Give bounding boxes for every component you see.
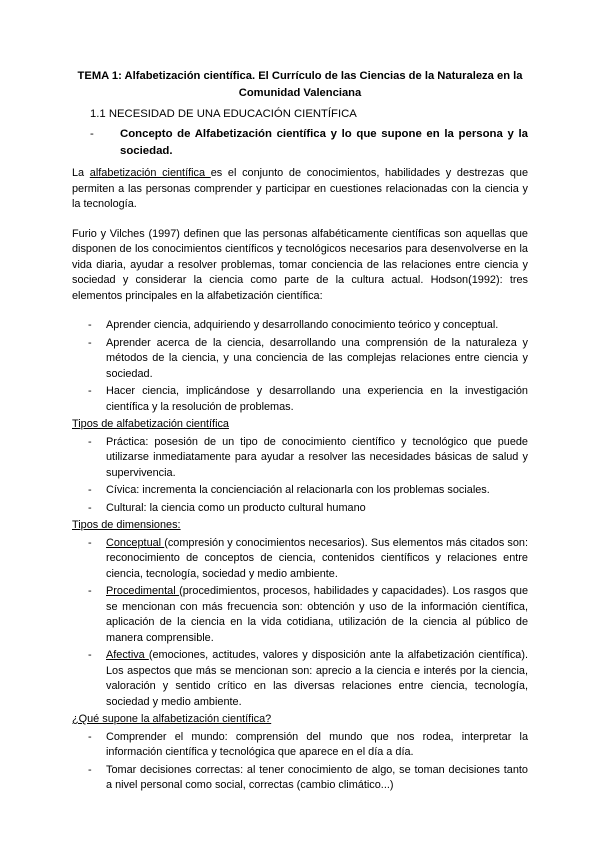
list-item xyxy=(88,763,528,794)
list-item xyxy=(88,336,528,383)
list-item-text: Tomar decisiones correctas: al tener conocimiento de algo, se toman decisiones tanto a nivel personal como social, correctas (cambio climático...) xyxy=(106,763,528,791)
list-item xyxy=(88,536,528,583)
subheading-text: Concepto de Alfabetización científica y lo que supone en la persona y la sociedad. xyxy=(120,128,528,157)
list-dash: - xyxy=(88,385,92,397)
list-dash: - xyxy=(88,585,92,597)
list-item-text: Práctica: posesión de un tipo de conocimiento científico y tecnológico que puede utilizarse inmediatamente para ayudar a resolver las necesidades básicas de salud y supervivencia. xyxy=(106,435,528,479)
paragraph-definition-after: es el conjunto de conocimientos, habilidades y destrezas que permiten a las personas comprender y participar en cuestiones relacionadas con la ciencia y la tecnología. xyxy=(72,167,528,210)
list-item-text: Comprender el mundo: comprensión del mundo que nos rodea, interpretar la información científica y tecnológica que aparece en el día a día. xyxy=(106,730,528,758)
list-item-text xyxy=(106,536,528,583)
list-dash: - xyxy=(88,435,92,448)
term-conceptual: Conceptual xyxy=(106,536,165,549)
term-conceptual-desc: (compresión y conocimientos necesarios). Sus elementos más citados son: reconocimiento de conceptos de ciencia, contenidos científicos y relaciones entre ciencia, tecnología, sociedad y medio ambiente. xyxy=(106,536,528,580)
list-dash: - xyxy=(88,336,92,349)
list-item-text: Aprender ciencia, adquiriendo y desarrollando conocimiento teórico y conceptual. xyxy=(106,319,499,331)
list-dash: - xyxy=(88,763,92,776)
list-item-text: Cívica: incrementa la concienciación al relacionarla con los problemas sociales. xyxy=(106,484,490,496)
document-title xyxy=(72,68,528,102)
list-que-supone xyxy=(72,730,528,794)
title-line-2: Comunidad Valenciana xyxy=(238,87,362,99)
list-item xyxy=(88,648,528,710)
list-item xyxy=(88,501,528,517)
list-item xyxy=(88,483,528,499)
list-tipos-dimensiones xyxy=(72,536,528,711)
subheading xyxy=(90,126,528,160)
term-procedimental: Procedimental xyxy=(106,585,180,597)
list-hodson xyxy=(72,318,528,415)
heading-tipos-dimensiones: Tipos de dimensiones: xyxy=(72,519,181,531)
list-dash: - xyxy=(88,730,92,743)
section-heading: 1.1 NECESIDAD DE UNA EDUCACIÓN CIENTÍFICA xyxy=(90,108,357,120)
paragraph-furio-vilches: Furio y Vilches (1997) definen que las personas alfabéticamente científicas son aquellas que disponen de los conocimientos científicos y tecnológicos necesarios para desenvolverse en la vida diaria, ayudar a resolver problemas, tomar conciencia de las relaciones entre ciencia y sociedad y considerar la ciencia como parte de la cultura actual. Hodson(1992): tres elementos principales en la alfabetización científica: xyxy=(72,227,528,302)
list-item-text: Hacer ciencia, implicándose y desarrollando una experiencia en la investigación científica y la resolución de problemas. xyxy=(106,385,528,413)
list-dash: - xyxy=(88,319,92,331)
title-line-1: TEMA 1: Alfabetización científica. El Currículo de las Ciencias de la Naturaleza en la xyxy=(77,70,523,82)
heading-que-supone: ¿Qué supone la alfabetización científica? xyxy=(72,713,272,725)
list-item xyxy=(88,730,528,761)
list-item xyxy=(88,384,528,415)
list-item xyxy=(88,435,528,482)
paragraph-definition-before: La xyxy=(72,167,90,179)
term-procedimental-desc: (procedimientos, procesos, habilidades y capacidades). Los rasgos que se mencionan con más frecuencia son: obtención y uso de la información científica, aplicación de la ciencia en la vida cotidiana, utilización de la ciencia al público de manera comprensible. xyxy=(106,585,529,644)
subheading-dash: - xyxy=(90,128,94,140)
list-dash: - xyxy=(88,536,92,549)
paragraph-definition xyxy=(72,166,528,213)
list-dash: - xyxy=(88,649,92,661)
list-item-text: Aprender acerca de la ciencia, desarrollando una comprensión de la naturaleza y métodos de la ciencia, y una conciencia de las complejas relaciones entre ciencia y sociedad. xyxy=(106,336,528,380)
list-item-text: Cultural: la ciencia como un producto cultural humano xyxy=(106,501,366,514)
term-afectiva-desc: (emociones, actitudes, valores y disposición ante la alfabetización científica). Los aspectos que más se mencionan son: aprecio a la ciencia e interés por la ciencia, valoración y sentido crítico en las diversas relaciones entre ciencia, tecnología, sociedad y medio ambiente. xyxy=(106,649,528,708)
term-afectiva: Afectiva xyxy=(106,649,149,661)
list-item-text xyxy=(106,584,528,646)
list-item-text xyxy=(106,648,528,710)
term-alfabetizacion: alfabetización científica xyxy=(89,167,211,179)
list-dash: - xyxy=(88,501,92,514)
list-item xyxy=(88,584,528,646)
list-item xyxy=(88,318,528,334)
list-tipos-alfabetizacion xyxy=(72,435,528,517)
list-dash: - xyxy=(88,484,92,496)
heading-tipos-alfabetizacion: Tipos de alfabetización científica xyxy=(72,418,229,430)
